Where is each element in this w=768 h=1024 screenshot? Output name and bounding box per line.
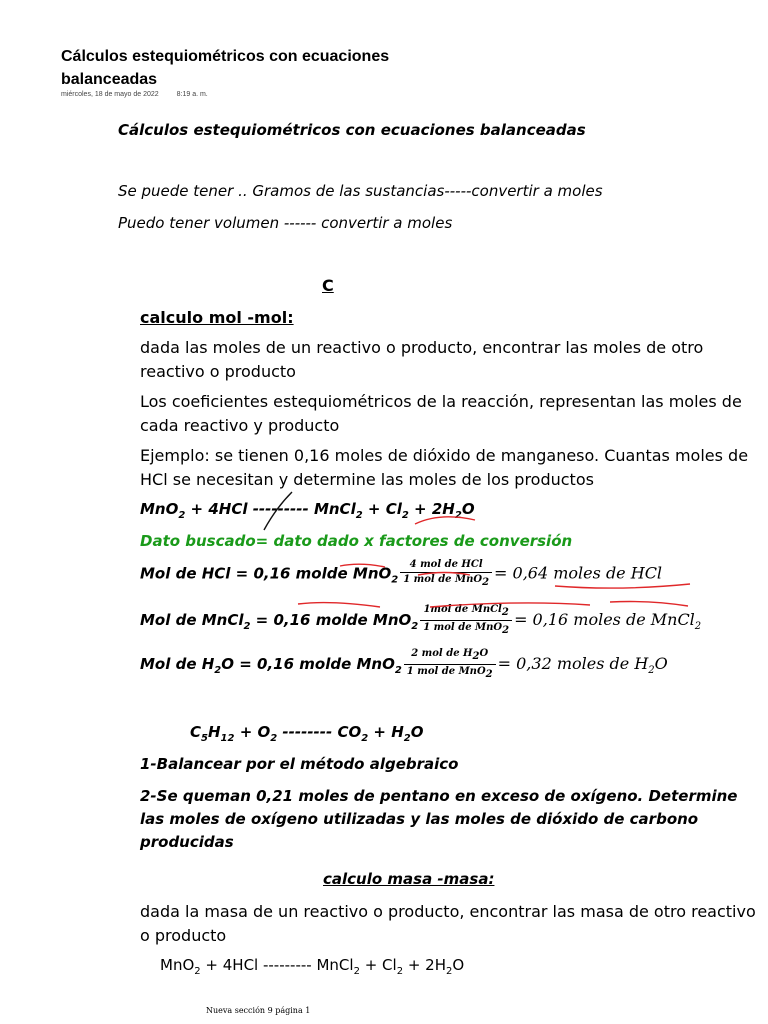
- ink-underline-mncl2-b: [430, 603, 590, 607]
- page-footer: Nueva sección 9 página 1: [206, 1006, 311, 1015]
- section2-paragraph-1: dada la masa de un reactivo o producto, encontrar las masa de otro reactivo o producto: [140, 902, 756, 945]
- section1-paragraph-2: Los coeficientes estequiométricos de la reacción, representan las moles de cada reactivo y producto: [140, 392, 742, 435]
- question-2: 2-Se queman 0,21 moles de pentano en exceso de oxígeno. Determine las moles de oxígeno utilizadas y las moles de dióxido de carbono producidas: [140, 787, 738, 851]
- section1-paragraph-3: Ejemplo: se tienen 0,16 moles de dióxido de manganeso. Cuantas moles de HCl se necesitan y determine las moles de los productos: [140, 446, 749, 489]
- ink-underline-mncl2-c: [610, 602, 688, 607]
- page-time: 8:19 a. m.: [176, 91, 208, 98]
- letter-c: C: [322, 276, 334, 295]
- content-heading: Cálculos estequiométricos con ecuaciones balanceadas: [118, 121, 586, 139]
- calc-mol-mncl2: Mol de MnCl$_2$ = 0,16 molde MnO$_2$ $\frac{1mol de MnCl_2}{1 mol de MnO_2}$ = 0,16 moles de MnCl$_2$: [140, 604, 702, 636]
- calc-mol-h2o: Mol de $H_2O = 0,16$ molde MnO$_2$ $\frac{2 mol de H_2O}{1 mol de MnO_2}$ = 0,32 moles de $H_2O$: [140, 648, 668, 680]
- ink-underline-mncl2-a: [298, 603, 380, 607]
- calc-mol-hcl: Mol de HCl = 0,16 molde MnO$_2$ $\frac{\text{4 mol de HCl}}{1 mol de MnO_2}$ = 0,64 moles de HCl: [140, 559, 663, 588]
- ink-underline-mno2: [340, 564, 385, 567]
- equation-pentane: $C_5H_{12} + O_2$ -------- $CO_2 + H_2O$: [190, 723, 424, 744]
- equation-mno2-hcl-plain: MnO$_2$ + 4HCl --------- MnCl$_2$ + $Cl_2 + 2H_2O$: [160, 956, 465, 977]
- question-1: 1-Balancear por el método algebraico: [140, 755, 459, 773]
- ink-underline-fraction-hcl: [418, 573, 470, 576]
- ink-check-stroke: [264, 492, 292, 530]
- equation-mno2-hcl: MnO$_2$ + 4HCl --------- MnCl$_2$ + $Cl_2 + 2H_2O$: [140, 500, 475, 521]
- dato-buscado: Dato buscado= dato dado x factores de conversión: [140, 532, 573, 550]
- ink-underline-result-hcl: [555, 584, 690, 588]
- fraction: $\frac{2 mol de H_2O}{1 mol de MnO_2}$: [404, 647, 496, 682]
- section1-title: calculo mol -mol:: [140, 308, 294, 327]
- fraction: $\frac{1mol de MnCl_2}{1 mol de MnO_2}$: [420, 603, 512, 638]
- content-line-2: Puedo tener volumen ------ convertir a moles: [118, 214, 453, 232]
- page-title: Cálculos estequiométricos con ecuaciones balanceadas: [61, 48, 390, 88]
- page-date: miércoles, 18 de mayo de 2022: [61, 91, 159, 98]
- section2-title: calculo masa -masa:: [323, 870, 495, 888]
- ink-underline-hcl: [415, 517, 475, 524]
- content-line-1: Se puede tener .. Gramos de las sustancias-----convertir a moles: [118, 182, 603, 200]
- fraction: $\frac{\text{4 mol de HCl}}{1 mol de MnO_2}$: [400, 558, 492, 590]
- section1-paragraph-1: dada las moles de un reactivo o producto, encontrar las moles de otro reactivo o producto: [140, 338, 704, 381]
